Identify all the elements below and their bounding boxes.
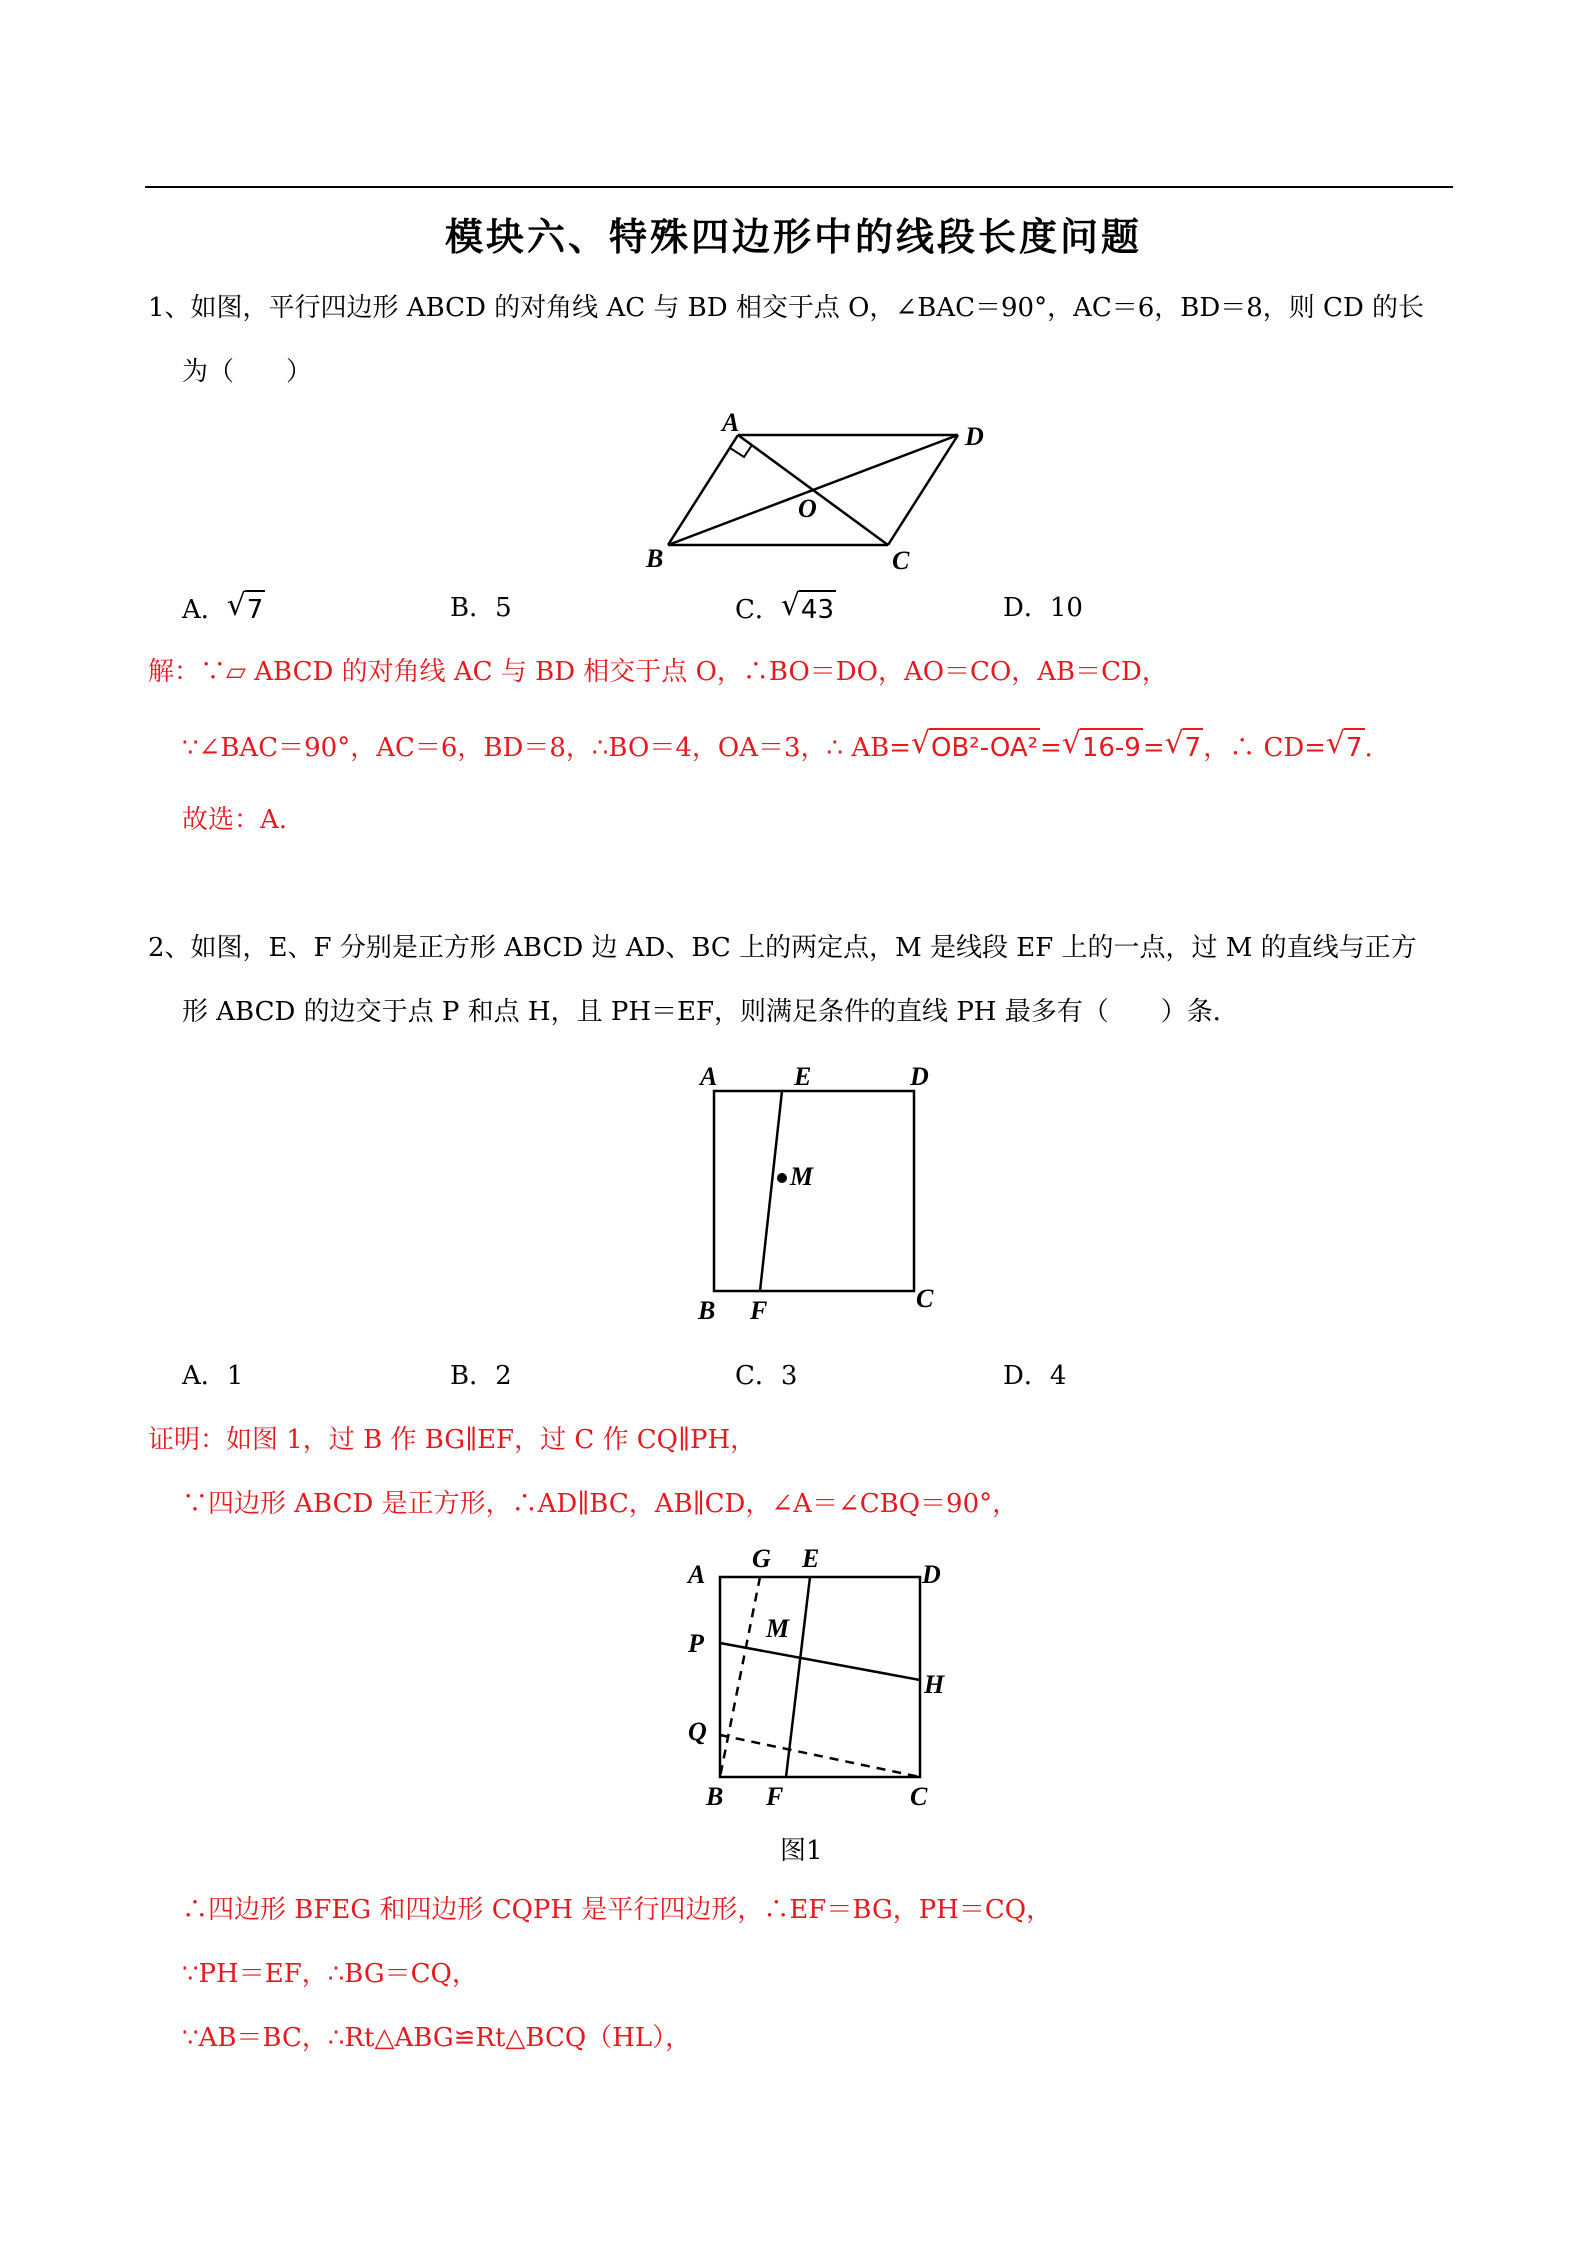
fig1-label-q: Q (688, 1717, 707, 1746)
q2-option-b: B．2 (450, 1361, 512, 1391)
fig1-label-a: A (688, 1560, 706, 1589)
q1-figure-parallelogram (640, 405, 1000, 575)
q1-solution-line2: ∵∠BAC＝90°，AC＝6，BD＝8，∴BO＝4，OA＝3，∴ AB=√ OB²-OA²=√ 16-9=√ 7，∴ CD=√ 7. (182, 728, 1373, 766)
q1-option-a: A．√ 7 (182, 590, 265, 628)
fig1-label-p: P (688, 1629, 704, 1658)
fig1-segment-ph (720, 1643, 920, 1680)
q2-label-m: M (790, 1162, 814, 1191)
q2-proof-line5: ∵AB＝BC，∴Rt△ABG≌Rt△BCQ（HL）， (182, 2023, 692, 2053)
q1-stem-line2: 为（ ） (182, 357, 313, 387)
q1-edge-cd (888, 435, 958, 545)
fig1-label-m: M (766, 1614, 790, 1643)
q1-option-b: B．5 (450, 593, 512, 623)
q1-diagonal-bd (668, 435, 958, 545)
q2-label-e: E (794, 1062, 812, 1091)
q1-label-b: B (646, 544, 664, 573)
q2-option-d: D．4 (1003, 1361, 1067, 1391)
fig1-label-g: G (752, 1544, 771, 1573)
q1-option-d: D．10 (1003, 593, 1083, 623)
q2-figure1 (680, 1535, 970, 1820)
q1-solution-line1: 解：∵▱ ABCD 的对角线 AC 与 BD 相交于点 O，∴BO＝DO，AO＝CO，AB＝CD， (148, 657, 1168, 687)
fig1-label-c: C (910, 1782, 928, 1811)
q1-label-a: A (722, 408, 740, 437)
q2-option-a: A．1 (182, 1361, 244, 1391)
q1-solution-line3: 故选：A. (182, 805, 288, 835)
q2-figure-square (690, 1055, 950, 1325)
q2-proof-line4: ∵PH＝EF，∴BG＝CQ， (182, 1959, 478, 1989)
q2-label-a: A (700, 1062, 718, 1091)
fig1-label-d: D (922, 1560, 941, 1589)
header-rule (145, 186, 1453, 188)
q1-right-angle-mark (730, 445, 752, 457)
q1-label-c: C (892, 546, 910, 575)
q2-label-b: B (698, 1296, 716, 1325)
q1-stem-line1: 1、如图，平行四边形 ABCD 的对角线 AC 与 BD 相交于点 O，∠BAC＝90°，AC＝6，BD＝8，则 CD 的长 (148, 293, 1425, 323)
q2-proof-line3: ∴四边形 BFEG 和四边形 CQPH 是平行四边形，∴EF＝BG，PH＝CQ， (182, 1895, 1053, 1925)
fig1-square (720, 1577, 920, 1777)
q2-label-c: C (916, 1284, 934, 1313)
fig1-segment-ef (786, 1577, 810, 1777)
q2-option-c: C．3 (735, 1361, 798, 1391)
fig1-label-f: F (766, 1782, 784, 1811)
q1-label-o: O (798, 494, 817, 523)
q1-edge-ab (668, 435, 738, 545)
fig1-label-b: B (706, 1782, 724, 1811)
q2-square (714, 1091, 914, 1291)
q2-label-f: F (750, 1296, 768, 1325)
q2-proof-line1: 证明：如图 1，过 B 作 BG∥EF，过 C 作 CQ∥PH， (148, 1425, 757, 1455)
q2-point-m (777, 1173, 787, 1183)
page-title: 模块六、特殊四边形中的线段长度问题 (444, 214, 1142, 259)
fig1-segment-bg (720, 1577, 760, 1777)
figure1-caption: 图1 (780, 1836, 823, 1866)
q1-option-c: C．√ 43 (735, 590, 836, 628)
q2-label-d: D (910, 1062, 929, 1091)
q2-stem-line2: 形 ABCD 的边交于点 P 和点 H，且 PH＝EF，则满足条件的直线 PH 最多有（ ）条． (182, 997, 1239, 1027)
fig1-segment-cq (720, 1735, 920, 1777)
fig1-label-h: H (924, 1670, 945, 1699)
fig1-label-e: E (802, 1544, 820, 1573)
q2-segment-ef (760, 1091, 782, 1291)
q1-label-d: D (965, 422, 984, 451)
q2-proof-line2: ∵四边形 ABCD 是正方形，∴AD∥BC，AB∥CD，∠A＝∠CBQ＝90°， (182, 1489, 1019, 1519)
q2-stem-line1: 2、如图，E、F 分别是正方形 ABCD 边 AD、BC 上的两定点，M 是线段 EF 上的一点，过 M 的直线与正方 (148, 933, 1417, 963)
